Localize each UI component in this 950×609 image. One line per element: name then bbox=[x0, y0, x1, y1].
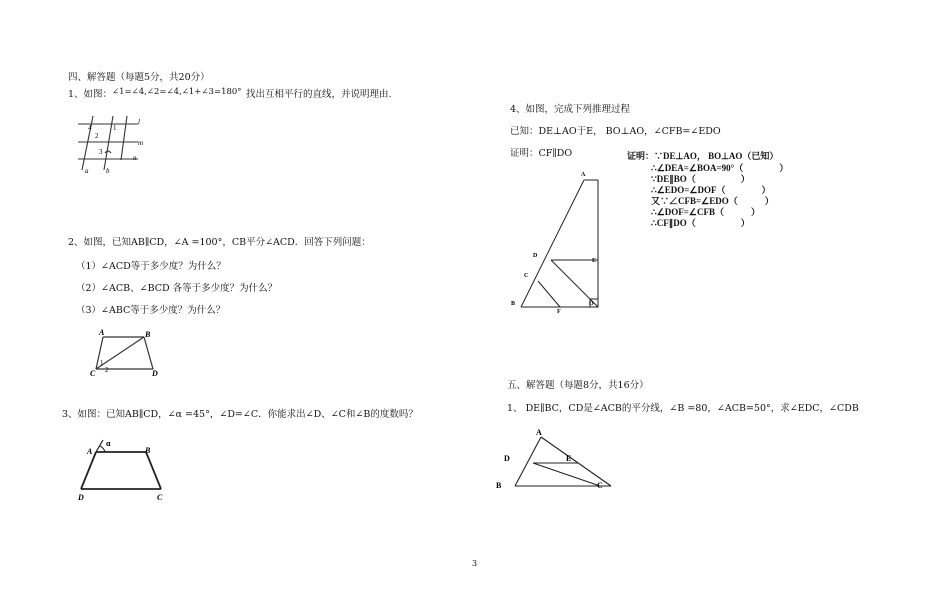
q2-part3: （3）∠ABC等于多少度？为什么？ bbox=[76, 305, 226, 316]
section5-title: 五、解答题（每题8分，共16分） bbox=[507, 380, 649, 391]
q4-prove: 证明：CF∥DO bbox=[510, 148, 573, 159]
q1-prefix: 1、如图： bbox=[68, 89, 113, 100]
label-B: B bbox=[511, 301, 516, 307]
q2-stem: 2、如图，已知AB∥CD，∠A =100°，CB平分∠ACD．回答下列问题： bbox=[68, 237, 371, 248]
angle-1: 1 bbox=[100, 359, 104, 367]
q1-condition: ∠1=∠4,∠2=∠4,∠1+∠3=180° bbox=[112, 87, 242, 97]
s5-q1-stem: 1、 DE∥BC，CD是∠ACB的平分线，∠B =80，∠ACB=50°，求∠EDC，∠CDB bbox=[507, 403, 859, 414]
label-m: m bbox=[138, 139, 144, 147]
label-C: C bbox=[597, 481, 603, 490]
label-B: B bbox=[496, 481, 502, 490]
angle-2: 2 bbox=[105, 366, 109, 374]
label-alpha: α bbox=[106, 439, 111, 448]
q3-stem: 3、如图：已知AB∥CD，∠α =45°，∠D=∠C．你能求出∠D、∠C和∠B的度数吗？ bbox=[62, 409, 418, 420]
label-n: n bbox=[133, 154, 137, 162]
proof-line-3: ∵DE∥BO（ ） bbox=[651, 174, 750, 184]
label-C: C bbox=[157, 493, 163, 502]
label-A: A bbox=[87, 447, 93, 456]
q2-part2: （2）∠ACB、∠BCD 各等于多少度？为什么？ bbox=[76, 283, 278, 294]
q4-stem: 4、如图，完成下列推理过程 bbox=[510, 104, 631, 115]
label-D: D bbox=[533, 253, 538, 259]
proof-line-7: ∴CF∥DO（ ） bbox=[651, 218, 750, 228]
label-B: B bbox=[145, 446, 151, 455]
label-E: E bbox=[592, 258, 597, 264]
proof-line-2: ∴∠DEA=∠BOA=90°（ ） bbox=[651, 163, 789, 173]
label-D: D bbox=[78, 493, 84, 502]
proof-line-4: ∴∠EDO=∠DOF（ ） bbox=[651, 185, 771, 195]
q4-given: 已知：DE⊥AO于E， BO⊥AO，∠CFB=∠EDO bbox=[510, 126, 721, 137]
label-A: A bbox=[99, 328, 105, 337]
angle-4: 4 bbox=[88, 124, 92, 132]
label-C: C bbox=[90, 369, 96, 378]
label-C: C bbox=[524, 273, 529, 279]
proof-line-1: 证明：∵DE⊥AO， BO⊥AO（已知） bbox=[627, 151, 779, 161]
q1-ask: 找出互相平行的直线，并说明理由. bbox=[246, 89, 392, 100]
label-B: B bbox=[145, 330, 151, 339]
proof-line-5: 又∵∠CFB=∠EDO（ ） bbox=[651, 196, 774, 206]
section-title: 四、解答题（每题5分，共20分） bbox=[68, 72, 210, 83]
label-a: a bbox=[85, 167, 89, 175]
label-E: E bbox=[566, 454, 572, 463]
proof-line-6: ∴∠DOF=∠CFB（ ） bbox=[651, 207, 760, 217]
label-F: F bbox=[557, 309, 561, 315]
angle-2: 2 bbox=[95, 132, 99, 140]
label-D: D bbox=[504, 454, 510, 463]
label-A: A bbox=[536, 428, 542, 437]
page-number: 3 bbox=[472, 559, 478, 568]
label-O: O bbox=[589, 301, 594, 307]
label-D: D bbox=[152, 369, 158, 378]
label-A: A bbox=[581, 172, 586, 178]
label-b: b bbox=[106, 167, 110, 175]
label-l: l bbox=[138, 118, 140, 126]
q2-part1: （1）∠ACD等于多少度？为什么？ bbox=[76, 261, 226, 272]
angle-1: 1 bbox=[113, 124, 117, 132]
angle-3: 3 bbox=[99, 148, 103, 156]
